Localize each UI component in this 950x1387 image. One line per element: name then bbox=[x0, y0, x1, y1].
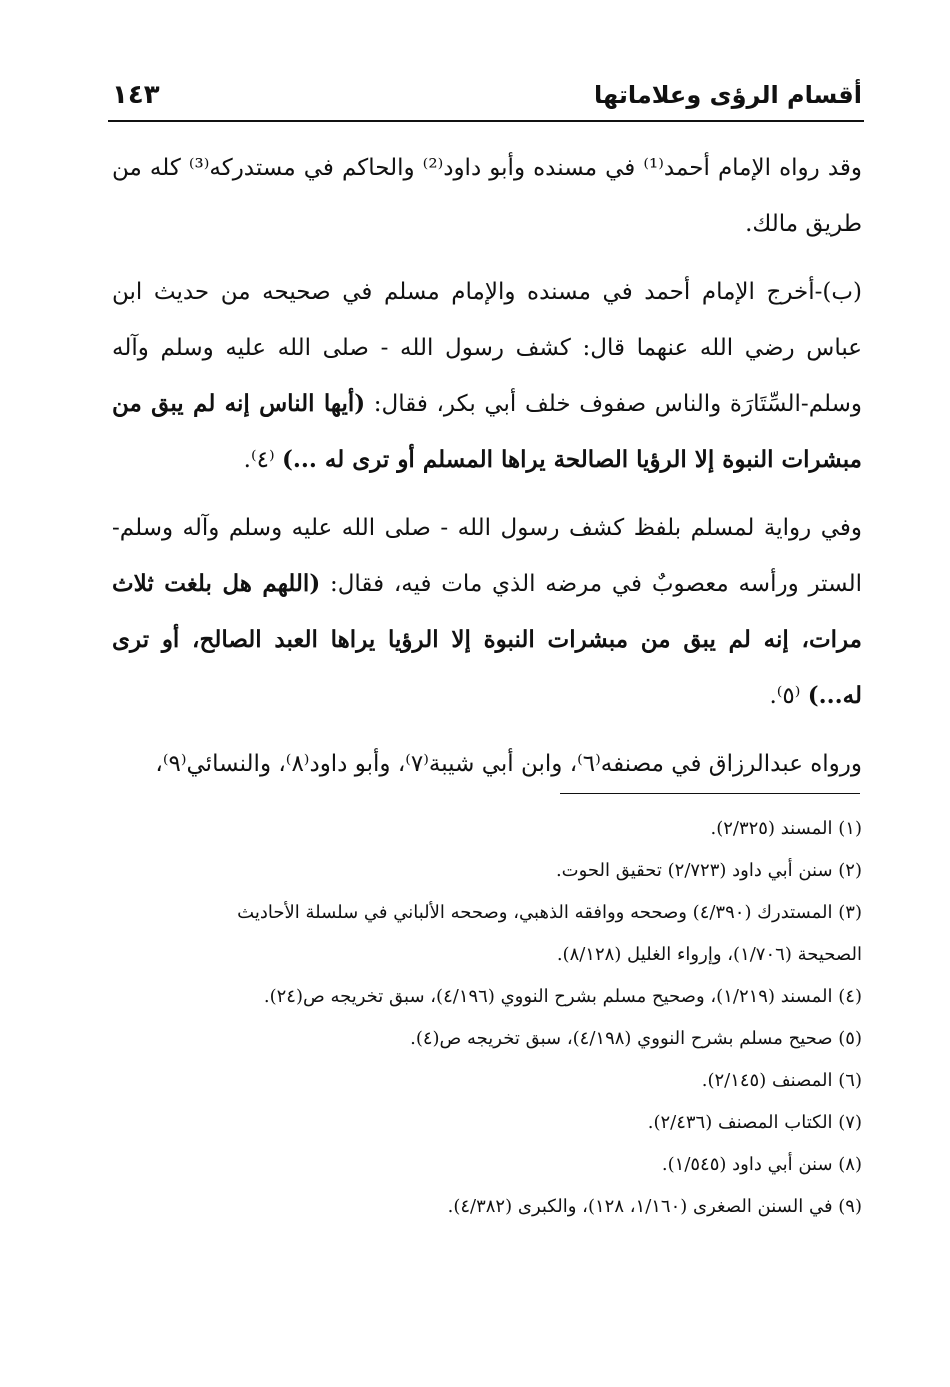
footnote-ref-4: ⁽٤⁾. bbox=[243, 447, 275, 473]
hadith-quote-1: (أيها الناس إنه لم يبق من مبشرات النبوة إلا الرؤيا الصالحة يراها المسلم أو ترى له ...) bbox=[112, 390, 862, 473]
footnote-3-continuation: الصحيحة (١/٧٠٦)، وإرواء الغليل (٨/١٢٨). bbox=[556, 944, 862, 965]
page-number: ١٤٣ bbox=[112, 80, 160, 110]
paragraph-4: ورواه عبدالرزاق في مصنفه⁽٦⁾، وابن أبي شيبة⁽٧⁾، وأبو داود⁽٨⁾، والنسائي⁽٩⁾، bbox=[155, 751, 862, 777]
header-rule bbox=[108, 120, 864, 122]
footnote-4: (٤) المسند (١/٢١٩)، وصحيح مسلم بشرح النووي (٤/١٩٦)، سبق تخريجه ص(٢٤). bbox=[263, 986, 862, 1007]
footnote-2: (٢) سنن أبي داود (٢/٧٢٣) تحقيق الحوت. bbox=[555, 860, 862, 881]
footnote-6: (٦) المصنف (٢/١٤٥). bbox=[701, 1070, 862, 1091]
footnote-5: (٥) صحيح مسلم بشرح النووي (٤/١٩٨)، سبق تخريجه ص(٤). bbox=[410, 1028, 862, 1049]
footnote-8: (٨) سنن أبي داود (١/٥٤٥). bbox=[661, 1154, 862, 1175]
footnote-rule bbox=[560, 793, 860, 794]
main-text bbox=[112, 140, 862, 804]
paragraph-3-text: وفي رواية لمسلم بلفظ كشف رسول الله - صلى الله عليه وسلم وآله وسلم-الستر ورأسه معصوبٌ في مرضه الذي مات فيه، فقال: bbox=[112, 515, 862, 597]
footnote-9: (٩) في السنن الصغرى (١/١٦٠، ١٢٨)، والكبرى (٤/٣٨٢). bbox=[447, 1196, 862, 1217]
footnotes bbox=[112, 808, 862, 1228]
paragraph-3 bbox=[112, 500, 862, 724]
footnote-ref-5: ⁽٥⁾. bbox=[769, 683, 801, 709]
paragraph-1: وقد رواه الإمام أحمد⁽¹⁾ في مسنده وأبو داود⁽²⁾ والحاكم في مستدركه⁽³⁾ كله من طريق مالك. bbox=[112, 155, 862, 237]
page-header bbox=[112, 70, 862, 120]
running-title: أقسام الرؤى وعلاماتها bbox=[593, 81, 862, 109]
footnote-7: (٧) الكتاب المصنف (٢/٤٣٦). bbox=[647, 1112, 862, 1133]
footnote-1: (١) المسند (٢/٣٢٥). bbox=[710, 818, 862, 839]
footnote-3: (٣) المستدرك (٤/٣٩٠) وصححه ووافقه الذهبي، وصححه الألباني في سلسلة الأحاديث bbox=[237, 902, 862, 923]
paragraph-2-text: (ب)-أخرج الإمام أحمد في مسنده والإمام مسلم في صحيحه من حديث ابن عباس رضي الله عنهما قال: كشف رسول الله - صلى الله عليه وسلم وآله وسلم-السِّتَارَة والناس صفوف خلف أبي بكر، فقال: bbox=[112, 279, 863, 417]
hadith-quote-2: (اللهم هل بلغت ثلاث مرات، إنه لم يبق من مبشرات النبوة إلا الرؤيا يراها العبد الصالح، أو ترى له...) bbox=[112, 570, 862, 709]
paragraph-2 bbox=[112, 264, 862, 488]
